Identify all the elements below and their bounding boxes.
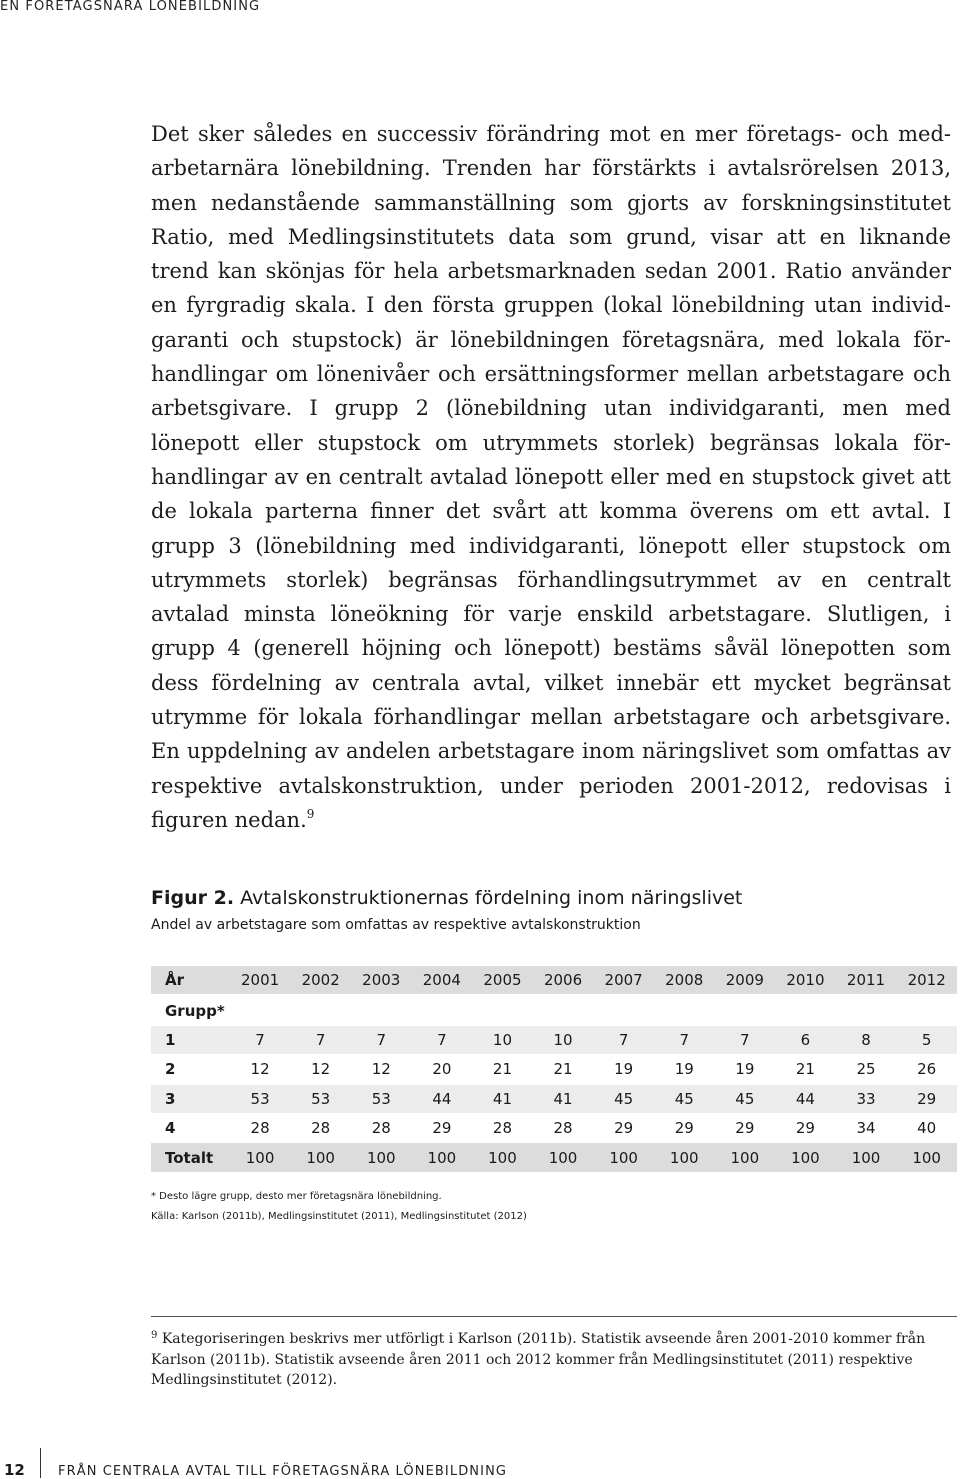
table-cell: 12 bbox=[230, 1055, 291, 1084]
footer-divider bbox=[40, 1448, 41, 1478]
table-cell: 29 bbox=[896, 1084, 957, 1113]
source-note: Källa: Karlson (2011b), Medlingsinstitutet (2011), Medlingsinstitutet (2012) bbox=[151, 1211, 527, 1222]
table-cell: 100 bbox=[472, 1143, 533, 1172]
table-cell: 100 bbox=[230, 1143, 291, 1172]
footnote bbox=[151, 1329, 941, 1391]
table-cell: 21 bbox=[775, 1055, 836, 1084]
table-cell: 19 bbox=[654, 1055, 715, 1084]
table-cell: 28 bbox=[290, 1113, 351, 1142]
table-cell: 41 bbox=[533, 1084, 594, 1113]
table-cell: 100 bbox=[290, 1143, 351, 1172]
table-cell: 53 bbox=[351, 1084, 412, 1113]
row-label: 1 bbox=[151, 1025, 230, 1054]
table-cell: 19 bbox=[715, 1055, 776, 1084]
year-header-cell: 2011 bbox=[836, 966, 897, 995]
year-header-cell: 2007 bbox=[593, 966, 654, 995]
row-label: 2 bbox=[151, 1055, 230, 1084]
year-header-cell: 2012 bbox=[896, 966, 957, 995]
table-cell: 100 bbox=[715, 1143, 776, 1172]
table-cell: 29 bbox=[654, 1113, 715, 1142]
table-cell: 26 bbox=[896, 1055, 957, 1084]
table-cell: 21 bbox=[533, 1055, 594, 1084]
table-cell: 6 bbox=[775, 1025, 836, 1054]
table-cell: 100 bbox=[533, 1143, 594, 1172]
table-cell: 29 bbox=[775, 1113, 836, 1142]
group-header-spacer bbox=[230, 995, 957, 1025]
table-row bbox=[151, 1055, 957, 1084]
year-header: År bbox=[151, 966, 230, 995]
year-header-cell: 2003 bbox=[351, 966, 412, 995]
table-cell: 45 bbox=[593, 1084, 654, 1113]
table-cell: 100 bbox=[351, 1143, 412, 1172]
table-cell: 100 bbox=[775, 1143, 836, 1172]
table-cell: 40 bbox=[896, 1113, 957, 1142]
table-cell: 41 bbox=[472, 1084, 533, 1113]
body-paragraph-text: Det sker således en successiv förändring mot en mer företags- och medarbetarnära lönebildning. Trenden har förstärkts i avtalsrörelsen 2013, men nedanstående sammanställning som gjorts av forskningsinstitutet Ratio, med Medlingsinstitutets data som grund, visar att en liknande trend kan skönjas för hela arbetsmarknaden sedan 2001. Ratio använder en fyrgradig skala. I den första gruppen (lokal lönebildning utan individgaranti och stupstock) är lönebildningen företagsnära, med lokala förhandlingar om lönenivåer och ersättningsformer mellan arbetstagare och arbetsgivare. I grupp 2 (lönebildning utan individgaranti, men med lönepott eller stupstock om utrymmets storlek) begränsas lokala förhandlingar av en centralt avtalad lönepott eller med en stupstock givet att de lokala parterna finner det svårt att komma överens om ett avtal. I grupp 3 (lönebildning med individgaranti, lönepott eller stupstock om utrymmets storlek) begränsas förhandlingsutrymmet av en centralt avtalad minsta löneökning för varje enskild arbetstagare. Slutligen, i grupp 4 (generell höjning och lönepott) bestäms såväl lönepotten som dess fördelning av centrala avtal, vilket innebär ett mycket begränsat utrymme för lokala förhandlingar mellan arbetstagare och arbetsgivare. En uppdelning av andelen arbetstagare inom näringslivet som omfattas av respektive avtalskonstruktion, under perioden 2001-2012, redovisas i figuren nedan. bbox=[151, 122, 951, 832]
table-cell: 7 bbox=[351, 1025, 412, 1054]
row-label: 4 bbox=[151, 1113, 230, 1142]
year-header-cell: 2001 bbox=[230, 966, 291, 995]
table-cell: 7 bbox=[290, 1025, 351, 1054]
table-cell: 21 bbox=[472, 1055, 533, 1084]
footnote-reference[interactable]: 9 bbox=[306, 806, 315, 821]
table-cell: 25 bbox=[836, 1055, 897, 1084]
table-cell: 44 bbox=[775, 1084, 836, 1113]
table-row bbox=[151, 1025, 957, 1054]
figure-subtitle: Andel av arbetstagare som omfattas av respektive avtalskonstruktion bbox=[151, 917, 641, 933]
table-cell: 45 bbox=[654, 1084, 715, 1113]
table-cell: 12 bbox=[351, 1055, 412, 1084]
table-cell: 100 bbox=[654, 1143, 715, 1172]
figure-title bbox=[151, 887, 742, 909]
group-header: Grupp* bbox=[151, 995, 230, 1025]
table-cell: 10 bbox=[472, 1025, 533, 1054]
table-row bbox=[151, 1143, 957, 1172]
table-cell: 7 bbox=[593, 1025, 654, 1054]
table-cell: 34 bbox=[836, 1113, 897, 1142]
table-cell: 28 bbox=[351, 1113, 412, 1142]
group-header-row bbox=[151, 995, 957, 1025]
table-cell: 44 bbox=[412, 1084, 473, 1113]
figure-label: Figur 2. bbox=[151, 887, 235, 909]
running-head: EN FÖRETAGSNÄRA LÖNEBILDNING bbox=[0, 0, 261, 14]
table-cell: 20 bbox=[412, 1055, 473, 1084]
row-label: Totalt bbox=[151, 1143, 230, 1172]
table-cell: 10 bbox=[533, 1025, 594, 1054]
table-cell: 28 bbox=[533, 1113, 594, 1142]
table-cell: 29 bbox=[412, 1113, 473, 1142]
page-number: 12 bbox=[4, 1461, 25, 1479]
table-cell: 12 bbox=[290, 1055, 351, 1084]
table-cell: 28 bbox=[472, 1113, 533, 1142]
table-cell: 29 bbox=[593, 1113, 654, 1142]
footnote-divider bbox=[151, 1316, 957, 1317]
year-header-cell: 2002 bbox=[290, 966, 351, 995]
footnote-number: 9 bbox=[151, 1330, 158, 1341]
footnote-text: Kategoriseringen beskrivs mer utförligt i Karlson (2011b). Statistik avseende åren 2001-2010 kommer från Karlson (2011b). Statistik avseende åren 2011 och 2012 kommer från Medlingsinstitutet (2011) respektive Medlingsinstitutet (2012). bbox=[151, 1331, 926, 1388]
table-cell: 33 bbox=[836, 1084, 897, 1113]
year-header-cell: 2004 bbox=[412, 966, 473, 995]
running-foot: FRÅN CENTRALA AVTAL TILL FÖRETAGSNÄRA LÖNEBILDNING bbox=[58, 1464, 508, 1479]
table-cell: 53 bbox=[230, 1084, 291, 1113]
year-header-cell: 2010 bbox=[775, 966, 836, 995]
table-cell: 7 bbox=[715, 1025, 776, 1054]
table-cell: 8 bbox=[836, 1025, 897, 1054]
table-cell: 100 bbox=[412, 1143, 473, 1172]
table-cell: 100 bbox=[836, 1143, 897, 1172]
table-cell: 45 bbox=[715, 1084, 776, 1113]
table-cell: 28 bbox=[230, 1113, 291, 1142]
year-header-cell: 2008 bbox=[654, 966, 715, 995]
figure-title-text: Avtalskonstruktionernas fördelning inom näringslivet bbox=[240, 887, 743, 909]
table-cell: 19 bbox=[593, 1055, 654, 1084]
table-cell: 53 bbox=[290, 1084, 351, 1113]
year-header-cell: 2005 bbox=[472, 966, 533, 995]
table-cell: 100 bbox=[593, 1143, 654, 1172]
table-cell: 7 bbox=[230, 1025, 291, 1054]
table-row bbox=[151, 1084, 957, 1113]
group-note: * Desto lägre grupp, desto mer företagsnära lönebildning. bbox=[151, 1191, 442, 1202]
table-cell: 7 bbox=[654, 1025, 715, 1054]
distribution-table bbox=[151, 966, 957, 1173]
table-cell: 100 bbox=[896, 1143, 957, 1172]
year-header-cell: 2009 bbox=[715, 966, 776, 995]
table-row bbox=[151, 1113, 957, 1142]
table-cell: 7 bbox=[412, 1025, 473, 1054]
row-label: 3 bbox=[151, 1084, 230, 1113]
body-paragraph bbox=[151, 117, 951, 837]
table-cell: 29 bbox=[715, 1113, 776, 1142]
table-header-row bbox=[151, 966, 957, 995]
year-header-cell: 2006 bbox=[533, 966, 594, 995]
table-cell: 5 bbox=[896, 1025, 957, 1054]
